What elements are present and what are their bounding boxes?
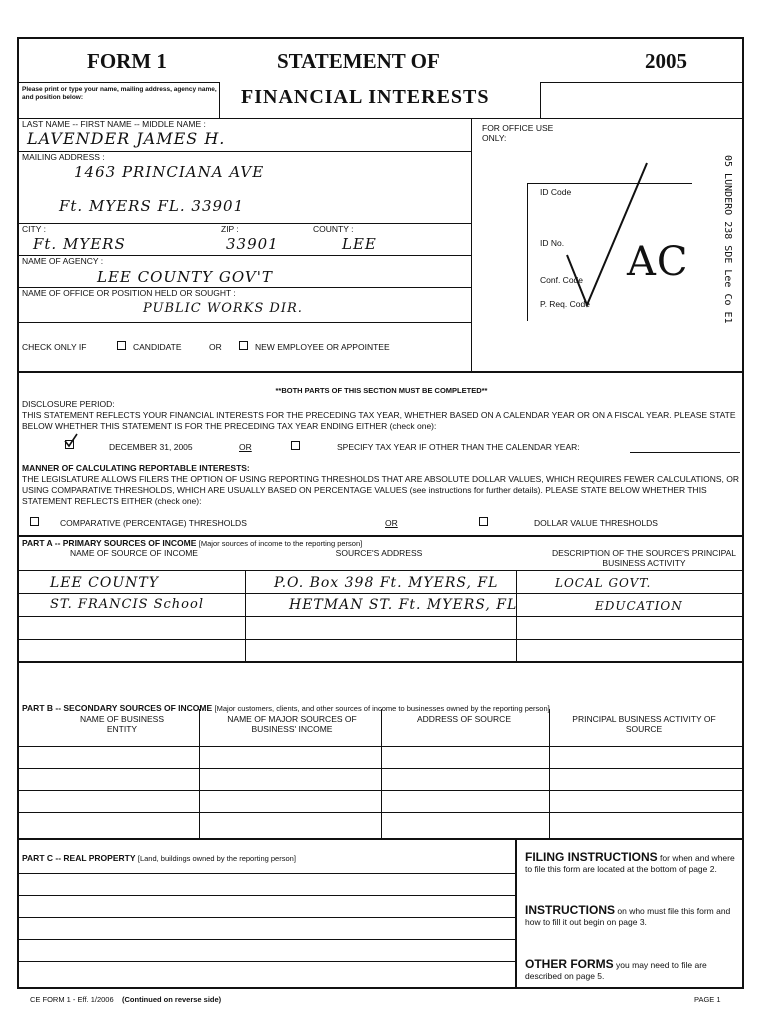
part-a-heading: PART A -- PRIMARY SOURCES OF INCOME (22, 538, 197, 548)
dollar-value-label: DOLLAR VALUE THRESHOLDS (534, 518, 658, 528)
new-employee-checkbox[interactable] (239, 341, 248, 350)
part-a-col-name: NAME OF SOURCE OF INCOME (70, 548, 198, 558)
manner-text: THE LEGISLATURE ALLOWS FILERS THE OPTION OF USING REPORTING THRESHOLDS THAT ARE ABSOLUTE DOLLAR VALUES, WHICH REQUIRES FEWER CALCULATIONS, OR USING COMPARATIVE THRESHOLDS, WHICH ARE USUALLY BASED ON PERCENTAGE VALUES (see instructions for further details). PLEASE STATE BELOW WHETHER THIS STATEMENT REFLECTS EITHER (check one): (22, 474, 739, 506)
disclosure-period-heading: DISCLOSURE PERIOD: (22, 399, 115, 409)
address-line-2[interactable]: Ft. MYERS FL. 33901 (59, 197, 245, 215)
part-b-col-sources: NAME OF MAJOR SOURCES OF BUSINESS' INCOME (227, 714, 357, 734)
county-value[interactable]: LEE (342, 235, 377, 253)
part-a-row2-address[interactable]: HETMAN ST. Ft. MYERS, FL (289, 597, 518, 613)
filing-instructions-text: for when and where to file this form are located at the bottom of page 2. (525, 853, 735, 874)
part-a-row1-address[interactable]: P.O. Box 398 Ft. MYERS, FL (274, 575, 499, 591)
city-label: CITY : (22, 224, 46, 234)
zip-value[interactable]: 33901 (226, 235, 279, 253)
part-a-subheading: [Major sources of income to the reporting person] (198, 539, 363, 548)
checkmark-icon (63, 433, 79, 449)
filing-instructions-title: FILING INSTRUCTIONS (525, 850, 658, 864)
part-a-row1-activity[interactable]: LOCAL GOVT. (555, 576, 652, 590)
or-label-period: OR (239, 442, 252, 452)
office-value[interactable]: PUBLIC WORKS DIR. (143, 301, 303, 316)
or-label-manner: OR (385, 518, 398, 528)
part-a-col-activity: DESCRIPTION OF THE SOURCE'S PRINCIPAL BUSINESS ACTIVITY (551, 548, 737, 568)
print-instruction: Please print or type your name, mailing address, agency name, and position below: (22, 86, 217, 101)
name-label: LAST NAME -- FIRST NAME -- MIDDLE NAME : (22, 119, 206, 129)
county-label: COUNTY : (313, 224, 354, 234)
agency-label: NAME OF AGENCY : (22, 256, 104, 266)
office-label: NAME OF OFFICE OR POSITION HELD OR SOUGHT : (22, 288, 236, 298)
form-label: FORM 1 (87, 49, 167, 73)
city-value[interactable]: Ft. MYERS (33, 235, 126, 253)
disclosure-period-text: THIS STATEMENT REFLECTS YOUR FINANCIAL INTERESTS FOR THE PRECEDING TAX YEAR, WHETHER BASED ON A CALENDAR YEAR OR ON A FISCAL YEAR. PLEASE STATE BELOW WHETHER THIS STATEMENT IS FOR THE PRECEDING TAX YEAR ENDING EITHER (check one): (22, 410, 736, 431)
part-a-row2-name[interactable]: ST. FRANCIS School (50, 597, 204, 612)
zip-label: ZIP : (221, 224, 239, 234)
id-no-label: ID No. (540, 238, 565, 248)
comparative-checkbox[interactable] (30, 517, 39, 526)
conf-code-label: Conf. Code (540, 275, 583, 285)
part-b-col-entity: NAME OF BUSINESS ENTITY (79, 714, 165, 734)
or-label: OR (209, 342, 222, 352)
part-a-col-address: SOURCE'S ADDRESS (335, 548, 423, 558)
instructions-title: INSTRUCTIONS (525, 903, 615, 917)
part-a-row2-activity[interactable]: EDUCATION (595, 599, 683, 613)
part-b-col-address: ADDRESS OF SOURCE (417, 714, 511, 724)
part-c-heading: PART C -- REAL PROPERTY (22, 853, 136, 863)
footer-form-id: CE FORM 1 - Eff. 1/2006 (30, 995, 114, 1004)
form-1-page (17, 37, 744, 989)
part-a-row1-name[interactable]: LEE COUNTY (50, 575, 160, 591)
title-line-1: STATEMENT OF (277, 49, 440, 73)
other-forms-text: you may need to file are described on page 5. (525, 960, 707, 981)
mailing-address-label: MAILING ADDRESS : (22, 152, 105, 162)
disclosure-banner: **BOTH PARTS OF THIS SECTION MUST BE COMPLETED** (275, 386, 488, 395)
other-forms-title: OTHER FORMS (525, 957, 614, 971)
new-employee-label: NEW EMPLOYEE OR APPOINTEE (255, 342, 390, 352)
manner-heading: MANNER OF CALCULATING REPORTABLE INTERESTS: (22, 463, 250, 473)
dollar-value-checkbox[interactable] (479, 517, 488, 526)
p-req-code-label: P. Req. Code (540, 299, 590, 309)
part-b-subheading: [Major customers, clients, and other sources of income to businesses owned by the reporting person] (214, 704, 550, 713)
id-code-label: ID Code (540, 187, 572, 197)
comparative-label: COMPARATIVE (PERCENTAGE) THRESHOLDS (60, 518, 247, 528)
name-value[interactable]: LAVENDER JAMES H. (27, 129, 226, 148)
december-label: DECEMBER 31, 2005 (109, 442, 193, 452)
check-only-label: CHECK ONLY IF (22, 342, 87, 352)
footer-continued: (Continued on reverse side) (122, 995, 222, 1004)
title-line-2: FINANCIAL INTERESTS (241, 86, 490, 108)
vertical-code: 05 LUNDERO 238 SDE Lee Co E1 (722, 155, 733, 324)
part-b-heading: PART B -- SECONDARY SOURCES OF INCOME (22, 703, 213, 713)
address-line-1[interactable]: 1463 PRINCIANA AVE (74, 163, 265, 181)
part-b-col-activity: PRINCIPAL BUSINESS ACTIVITY OF SOURCE (572, 714, 716, 734)
specify-year-label: SPECIFY TAX YEAR IF OTHER THAN THE CALENDAR YEAR: (337, 442, 580, 452)
instructions-text: on who must file this form and how to fill it out begin on page 3. (525, 906, 731, 927)
candidate-label: CANDIDATE (133, 342, 182, 352)
specify-year-checkbox[interactable] (291, 441, 300, 450)
stamp-text: AC (627, 239, 689, 285)
form-year: 2005 (645, 49, 687, 73)
office-use-label: FOR OFFICE USE ONLY: (482, 123, 554, 143)
stamp-check-mark (559, 157, 669, 317)
candidate-checkbox[interactable] (117, 341, 126, 350)
part-c-subheading: [Land, buildings owned by the reporting person] (137, 854, 296, 863)
agency-value[interactable]: LEE COUNTY GOV'T (97, 268, 273, 286)
footer-page: PAGE 1 (694, 995, 721, 1004)
specify-year-blank[interactable] (630, 452, 740, 453)
